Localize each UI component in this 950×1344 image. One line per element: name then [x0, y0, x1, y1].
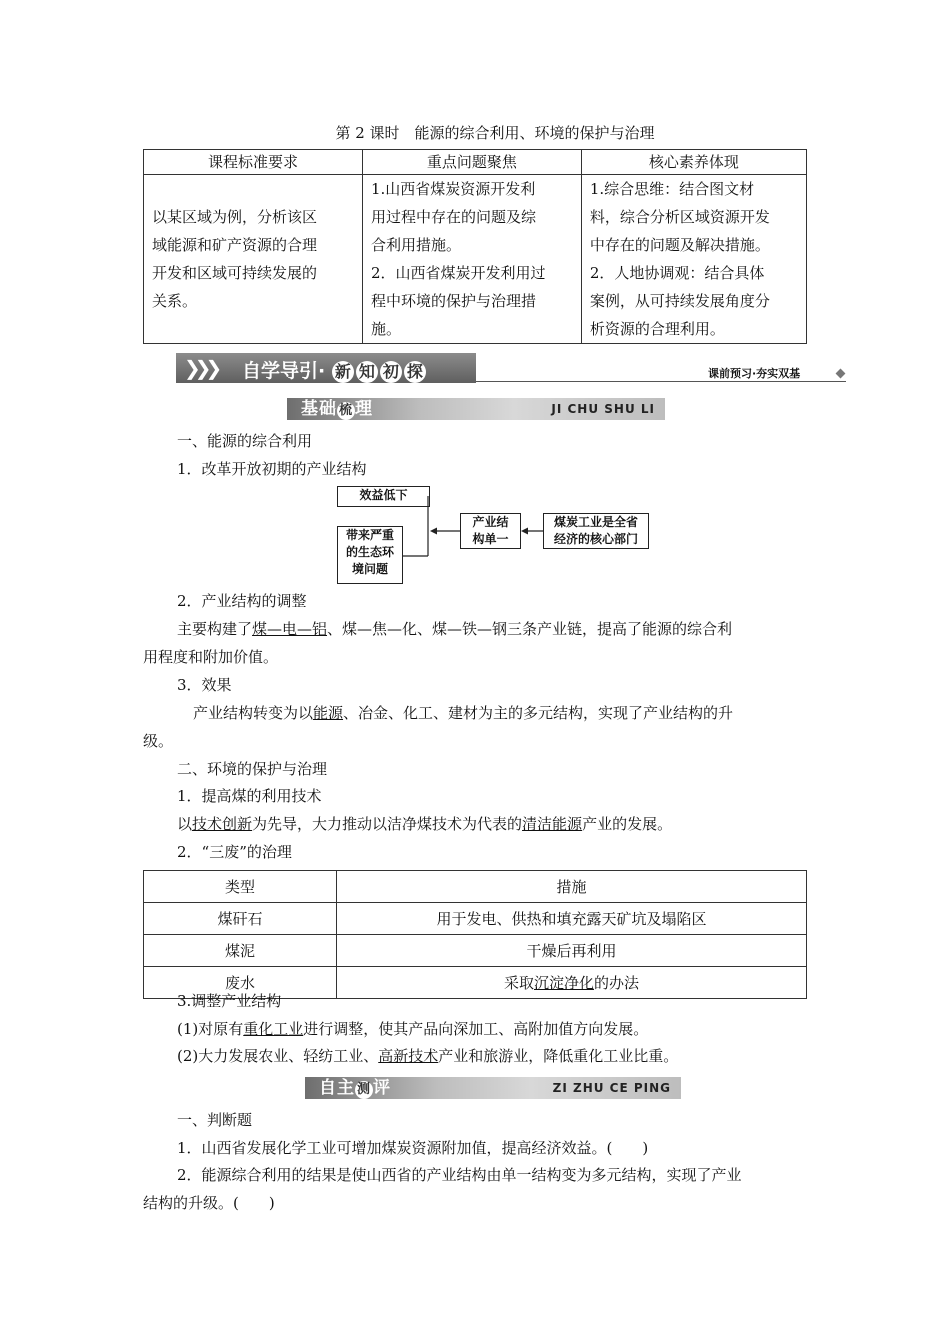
heading-adjust: 2．产业结构的调整 — [177, 592, 307, 610]
heading-environment: 二、环境的保护与治理 — [177, 760, 328, 778]
literacy-cell: 1.综合思维：结合图文材 料，综合分析区域资源开发 中存在的问题及解决措施。 2．人地协调观：结合具体 案例，从可持续发展角度分 析资源的合理利用。 — [581, 175, 806, 344]
para-adjust-structure-2: (2)大力发展农业、轻纺工业、高新技术产业和旅游业，降低重化工业比重。 — [177, 1047, 679, 1065]
para-coal-tech: 以技术创新为先导，大力推动以洁净煤技术为代表的清洁能源产业的发展。 — [177, 815, 673, 833]
double-chevron-icon: ❯❯❯ — [184, 356, 217, 380]
header-standard: 课程标准要求 — [144, 150, 363, 175]
para-effect-1: 产业结构转变为以能源、冶金、化工、建材为主的多元结构，实现了产业结构的升 — [193, 704, 734, 722]
section-banner: ❯❯❯ 自学导引· 新 知 初 探 — [176, 353, 476, 383]
waste-table: 类型 措施 煤矸石 用于发电、供热和填充露天矿坑及塌陷区 煤泥 干燥后再利用 废水 采取沉淀净化的办法 — [143, 870, 807, 999]
heading-three-wastes: 2．“三废”的治理 — [177, 843, 292, 861]
diagram-arrows — [0, 0, 950, 600]
standard-cell: 以某区域为例，分析该区 域能源和矿产资源的合理 开发和区域可持续发展的 关系。 — [144, 175, 363, 344]
box-ecology-problem: 带来严重 的生态环 境问题 — [337, 526, 403, 584]
subsection-basics: 基础 梳 理 JI CHU SHU LI — [287, 398, 665, 420]
header-focus: 重点问题聚焦 — [363, 150, 582, 175]
heading-effect: 3．效果 — [177, 676, 232, 694]
focus-cell: 1.山西省煤炭资源开发利 用过程中存在的问题及综 合利用措施。 2．山西省煤炭开发利用过 程中环境的保护与治理措 施。 — [363, 175, 582, 344]
subsection-self-test: 自主 测 评 ZI ZHU CE PING — [305, 1077, 681, 1099]
heading-adjust-structure: 3.调整产业结构 — [177, 992, 282, 1010]
heading-energy: 一、能源的综合利用 — [177, 432, 313, 450]
box-single-structure: 产业结 构单一 — [460, 513, 521, 549]
question-1: 1．山西省发展化学工业可增加煤炭资源附加值，提高经济效益。( ) — [177, 1139, 649, 1157]
question-2-line2: 结构的升级。( ) — [143, 1194, 275, 1212]
lesson-title: 第 2 课时 能源的综合利用、环境的保护与治理 — [335, 124, 655, 142]
para-effect-2: 级。 — [143, 732, 174, 750]
question-2-line1: 2．能源综合利用的结果是使山西省的产业结构由单一结构变为多元结构，实现了产业 — [177, 1166, 742, 1184]
header-literacy: 核心素养体现 — [581, 150, 806, 175]
para-adjust-1: 主要构建了煤—电—铝、煤—焦—化、煤—铁—钢三条产业链，提高了能源的综合利 — [177, 620, 733, 638]
heading-early-structure: 1．改革开放初期的产业结构 — [177, 460, 367, 478]
box-low-benefit: 效益低下 — [337, 486, 430, 507]
banner-subtitle: 课前预习·夯实双基 — [708, 367, 801, 380]
heading-judgement: 一、判断题 — [177, 1111, 253, 1129]
para-adjust-structure-1: (1)对原有重化工业进行调整，使其产品向深加工、高附加值方向发展。 — [177, 1020, 649, 1038]
para-adjust-2: 用程度和附加价值。 — [143, 648, 279, 666]
heading-coal-tech: 1．提高煤的利用技术 — [177, 787, 322, 805]
box-coal-core: 煤炭工业是全省 经济的核心部门 — [543, 513, 649, 549]
